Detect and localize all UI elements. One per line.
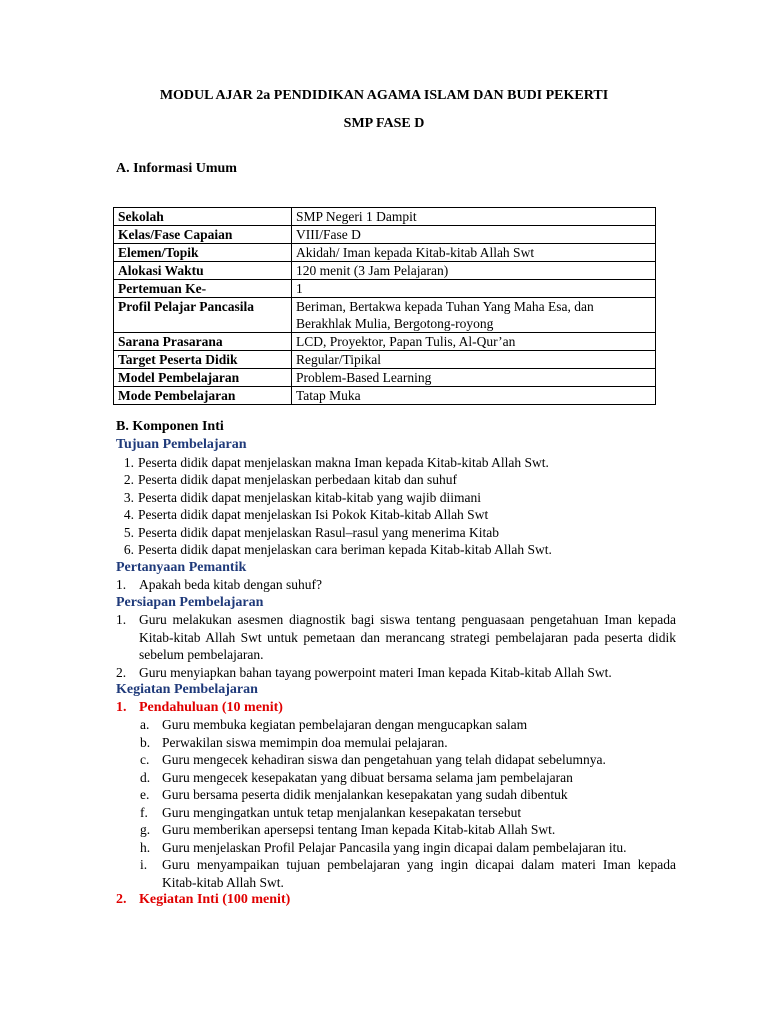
- info-value: 1: [292, 280, 656, 298]
- info-key: Target Peserta Didik: [114, 351, 292, 369]
- info-row: [114, 280, 656, 298]
- persiapan-list: [116, 611, 676, 681]
- list-text: Peserta didik dapat menjelaskan makna Iman kepada Kitab-kitab Allah Swt.: [138, 454, 549, 470]
- list-item: [116, 471, 676, 489]
- list-number: a.: [140, 717, 150, 732]
- list-number: 1.: [123, 454, 134, 470]
- pertanyaan-list: [116, 576, 676, 594]
- list-text: Guru bersama peserta didik menjalankan kesepakatan yang sudah dibentuk: [162, 787, 568, 802]
- tujuan-list: [116, 454, 676, 559]
- list-text: Guru membuka kegiatan pembelajaran dengan mengucapkan salam: [162, 717, 528, 732]
- pendahuluan-number: 1.: [116, 699, 127, 715]
- info-key: Mode Pembelajaran: [114, 387, 292, 405]
- section-b-heading: B. Komponen Inti: [116, 419, 224, 434]
- info-row: [114, 298, 656, 333]
- list-number: 1.: [116, 612, 127, 627]
- info-value: Tatap Muka: [292, 387, 656, 405]
- info-row: [114, 208, 656, 226]
- info-value: Regular/Tipikal: [292, 351, 656, 369]
- list-item: [116, 506, 676, 524]
- list-number: i.: [140, 857, 148, 872]
- pertanyaan-heading: Pertanyaan Pemantik: [116, 559, 247, 575]
- info-value: 120 menit (3 Jam Pelajaran): [292, 262, 656, 280]
- info-value: Problem-Based Learning: [292, 369, 656, 387]
- list-item: [140, 769, 676, 787]
- list-number: 2.: [123, 472, 134, 487]
- info-row: [114, 387, 656, 405]
- list-text: Guru menjelaskan Profil Pelajar Pancasila yang ingin dicapai dalam pembelajaran itu.: [162, 839, 627, 855]
- list-item: [116, 611, 676, 664]
- list-item: [140, 804, 676, 822]
- list-text: Guru mengecek kesepakatan yang dibuat bersama selama jam pembelajaran: [162, 769, 573, 785]
- list-item: [140, 856, 676, 891]
- list-item: [116, 524, 676, 542]
- pendahuluan-label: Pendahuluan (10 menit): [139, 699, 283, 715]
- info-key: Sekolah: [114, 208, 292, 226]
- list-number: 5.: [123, 524, 134, 540]
- list-item: [116, 664, 676, 682]
- section-b-content: [116, 436, 676, 909]
- document-subtitle: SMP FASE D: [343, 116, 425, 131]
- list-number: e.: [140, 787, 150, 802]
- persiapan-heading: Persiapan Pembelajaran: [116, 594, 264, 610]
- list-number: h.: [140, 839, 151, 855]
- list-text: Peserta didik dapat menjelaskan cara beriman kepada Kitab-kitab Allah Swt.: [138, 542, 552, 557]
- info-value: VIII/Fase D: [292, 226, 656, 244]
- list-text: Peserta didik dapat menjelaskan kitab-kitab yang wajib diimani: [138, 489, 482, 505]
- info-value: SMP Negeri 1 Dampit: [292, 208, 656, 226]
- info-value: LCD, Proyektor, Papan Tulis, Al-Qur’an: [292, 333, 656, 351]
- list-text: Perwakilan siswa memimpin doa memulai pelajaran.: [162, 734, 448, 750]
- list-item: [140, 786, 676, 804]
- info-value: Akidah/ Iman kepada Kitab-kitab Allah Swt: [292, 244, 656, 262]
- info-key: Profil Pelajar Pancasila: [114, 298, 292, 333]
- info-value: Beriman, Bertakwa kepada Tuhan Yang Maha Esa, dan Berakhlak Mulia, Bergotong-royong: [292, 298, 656, 333]
- list-item: [140, 821, 676, 839]
- list-item: [116, 541, 676, 559]
- list-number: 6.: [123, 542, 134, 557]
- list-text: Peserta didik dapat menjelaskan Rasul–rasul yang menerima Kitab: [138, 524, 500, 540]
- list-number: g.: [140, 822, 151, 837]
- list-item: [116, 489, 676, 507]
- list-text: Guru menyiapkan bahan tayang powerpoint materi Iman kepada Kitab-kitab Allah Swt.: [139, 664, 612, 680]
- list-text: Guru menyampaikan tujuan pembelajaran yang ingin dicapai dalam materi Iman kepada Kitab-kitab Allah Swt.: [162, 857, 676, 890]
- list-item: [140, 716, 676, 734]
- kegiatan-inti-label: Kegiatan Inti (100 menit): [139, 892, 291, 907]
- info-row: [114, 351, 656, 369]
- list-item: [140, 734, 676, 752]
- kegiatan-heading: Kegiatan Pembelajaran: [116, 682, 258, 697]
- list-text: Guru mengecek kehadiran siswa dan pengetahuan yang telah didapat sebelumnya.: [162, 752, 606, 767]
- info-key: Elemen/Topik: [114, 244, 292, 262]
- list-number: 4.: [123, 507, 134, 522]
- document-title: MODUL AJAR 2a PENDIDIKAN AGAMA ISLAM DAN BUDI PEKERTI: [159, 88, 609, 103]
- kegiatan-inti-heading: [116, 891, 676, 909]
- list-item: [140, 751, 676, 769]
- list-text: Apakah beda kitab dengan suhuf?: [139, 577, 322, 592]
- list-number: b.: [140, 734, 151, 750]
- list-text: Peserta didik dapat menjelaskan perbedaan kitab dan suhuf: [138, 472, 458, 487]
- pendahuluan-list: [116, 716, 676, 891]
- kegiatan-inti-number: 2.: [116, 892, 127, 907]
- info-key: Alokasi Waktu: [114, 262, 292, 280]
- tujuan-heading: Tujuan Pembelajaran: [116, 437, 247, 452]
- list-text: Guru mengingatkan untuk tetap menjalankan kesepakatan tersebut: [162, 804, 522, 820]
- pendahuluan-heading: [116, 699, 676, 717]
- info-row: [114, 244, 656, 262]
- info-key: Kelas/Fase Capaian: [114, 226, 292, 244]
- info-table: [113, 207, 656, 405]
- list-number: 3.: [123, 489, 134, 505]
- info-key: Model Pembelajaran: [114, 369, 292, 387]
- list-number: f.: [140, 804, 148, 820]
- list-item: [116, 454, 676, 472]
- list-number: 2.: [116, 664, 127, 680]
- list-text: Peserta didik dapat menjelaskan Isi Pokok Kitab-kitab Allah Swt: [138, 507, 489, 522]
- info-row: [114, 333, 656, 351]
- info-row: [114, 369, 656, 387]
- info-key: Sarana Prasarana: [114, 333, 292, 351]
- list-number: d.: [140, 769, 151, 785]
- list-number: 1.: [116, 577, 127, 592]
- list-item: [116, 576, 676, 594]
- list-text: Guru memberikan apersepsi tentang Iman kepada Kitab-kitab Allah Swt.: [162, 822, 556, 837]
- info-row: [114, 262, 656, 280]
- list-text: Guru melakukan asesmen diagnostik bagi siswa tentang penguasaan pengetahuan Iman kepada Kitab-kitab Allah Swt untuk pemetaan dan merancang strategi pembelajaran pada peserta didik sebelum pembelajaran.: [139, 612, 676, 662]
- info-key: Pertemuan Ke-: [114, 280, 292, 298]
- list-item: [140, 839, 676, 857]
- list-number: c.: [140, 752, 150, 767]
- section-a-heading: A. Informasi Umum: [116, 161, 237, 176]
- info-row: [114, 226, 656, 244]
